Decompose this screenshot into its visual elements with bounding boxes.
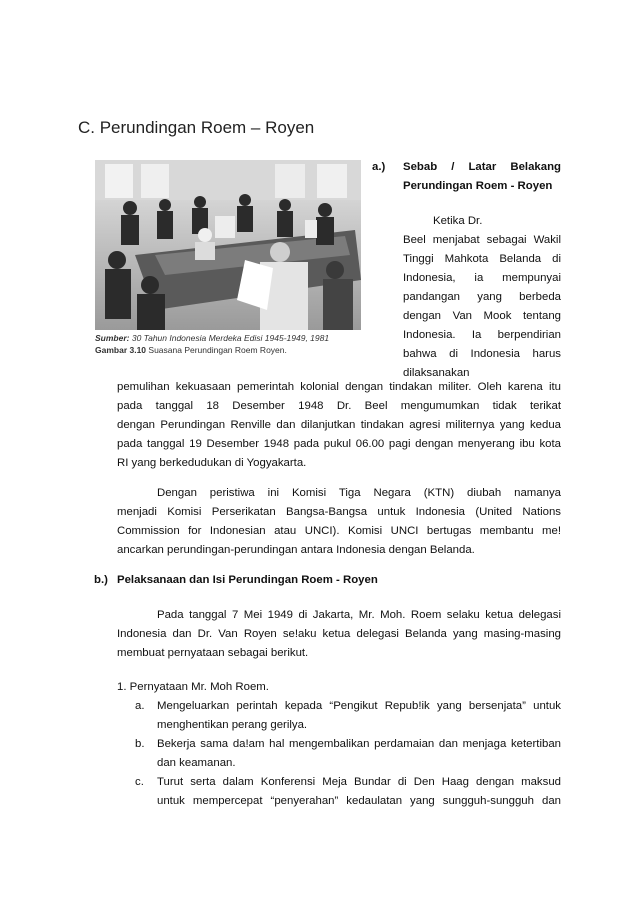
side-line: Beel menjabat sebagai Wakil	[403, 234, 561, 246]
paragraph-line: dengan Perundingan Renville dan dilanjutkan tindakan agresi militernya yang kedua	[117, 419, 561, 431]
side-line: Ketika Dr.	[433, 215, 483, 227]
paragraph-line: menjadi Komisi Perserikatan Bangsa-Bangsa untuk Indonesia (United Nations	[117, 506, 561, 518]
paragraph-line: RI yang berkedudukan di Yogyakarta.	[117, 457, 307, 469]
source-label: Sumber:	[95, 333, 130, 343]
sub-item-line: Turut serta dalam Konferensi Meja Bundar di Den Haag dengan maksud	[157, 776, 561, 788]
sub-item-line: untuk mempercepat “penyerahan” kedaulatan yang sungguh-sungguh dan	[157, 795, 561, 807]
sub-item-line: Bekerja sama da!am hal mengembalikan perdamaian dan menjaga ketertiban	[157, 738, 561, 750]
meeting-photo	[95, 160, 361, 330]
paragraph-line: membuat pernyataan sebagai berikut.	[117, 647, 309, 659]
sub-item-marker: c.	[135, 776, 144, 788]
subsection-b-heading: Pelaksanaan dan Isi Perundingan Roem - Royen	[117, 574, 378, 586]
sub-item-line: menghentikan perang gerilya.	[157, 719, 308, 731]
figure-source	[95, 332, 365, 344]
subsection-a-marker: a.)	[372, 161, 386, 173]
sub-item-marker: b.	[135, 738, 145, 750]
source-text: 30 Tahun Indonesia Merdeka Edisi 1945-1949, 1981	[131, 333, 330, 343]
side-line: bahwa di Indonesia harus	[403, 348, 561, 360]
sub-item-line: Mengeluarkan perintah kepada “Pengikut Repub!ik yang bersenjata” untuk	[157, 700, 561, 712]
figure-label: Gambar 3.10	[95, 345, 147, 355]
paragraph-line: pada tanggal 19 Desember 1948 pada pukul 06.00 pagi dengan menyerang ibu kota	[117, 438, 561, 450]
paragraph-line: Dengan peristiwa ini Komisi Tiga Negara (KTN) diubah namanya	[157, 487, 561, 499]
paragraph-line: Indonesia dan Dr. Van Royen se!aku ketua delegasi Belanda yang masing-masing	[117, 628, 561, 640]
sub-item-line: dan keamanan.	[157, 757, 236, 769]
sub-item-marker: a.	[135, 700, 145, 712]
section-title: C. Perundingan Roem – Royen	[78, 118, 315, 137]
side-line: Indonesia. Ia berpendirian	[403, 329, 561, 341]
figure-title	[95, 344, 365, 356]
side-line: dilaksanakan	[403, 367, 470, 379]
figure-caption	[95, 332, 365, 356]
paragraph-line: ancarkan perundingan-perundingan antara Indonesia dengan Belanda.	[117, 544, 475, 556]
side-line: pandangan yang berbeda	[403, 291, 561, 303]
list-item-1: 1. Pernyataan Mr. Moh Roem.	[117, 681, 269, 693]
paragraph-line: pemulihan kekuasaan pemerintah kolonial dengan tindakan militer. Oleh karena itu	[117, 381, 561, 393]
paragraph-line: Commission for Indonesian atau UNCI). Komisi UNCI bertugas membantu me!	[117, 525, 561, 537]
figure-caption-text: Suasana Perundingan Roem Royen.	[148, 345, 287, 355]
subsection-a-heading-line2: Perundingan Roem - Royen	[403, 180, 553, 192]
paragraph-line: Pada tanggal 7 Mei 1949 di Jakarta, Mr. Moh. Roem selaku ketua delegasi	[157, 609, 561, 621]
side-line: Indonesia, ia mempunyai	[403, 272, 561, 284]
meeting-photo-image	[95, 160, 361, 330]
subsection-b-marker: b.)	[94, 574, 108, 586]
subsection-a-heading-line1: Sebab / Latar Belakang	[403, 161, 561, 173]
side-line: dengan Van Mook tentang	[403, 310, 561, 322]
side-line: Tinggi Mahkota Belanda di	[403, 253, 561, 265]
paragraph-line: pada tanggal 18 Desember 1948 Dr. Beel mengumumkan tidak terikat	[117, 400, 561, 412]
